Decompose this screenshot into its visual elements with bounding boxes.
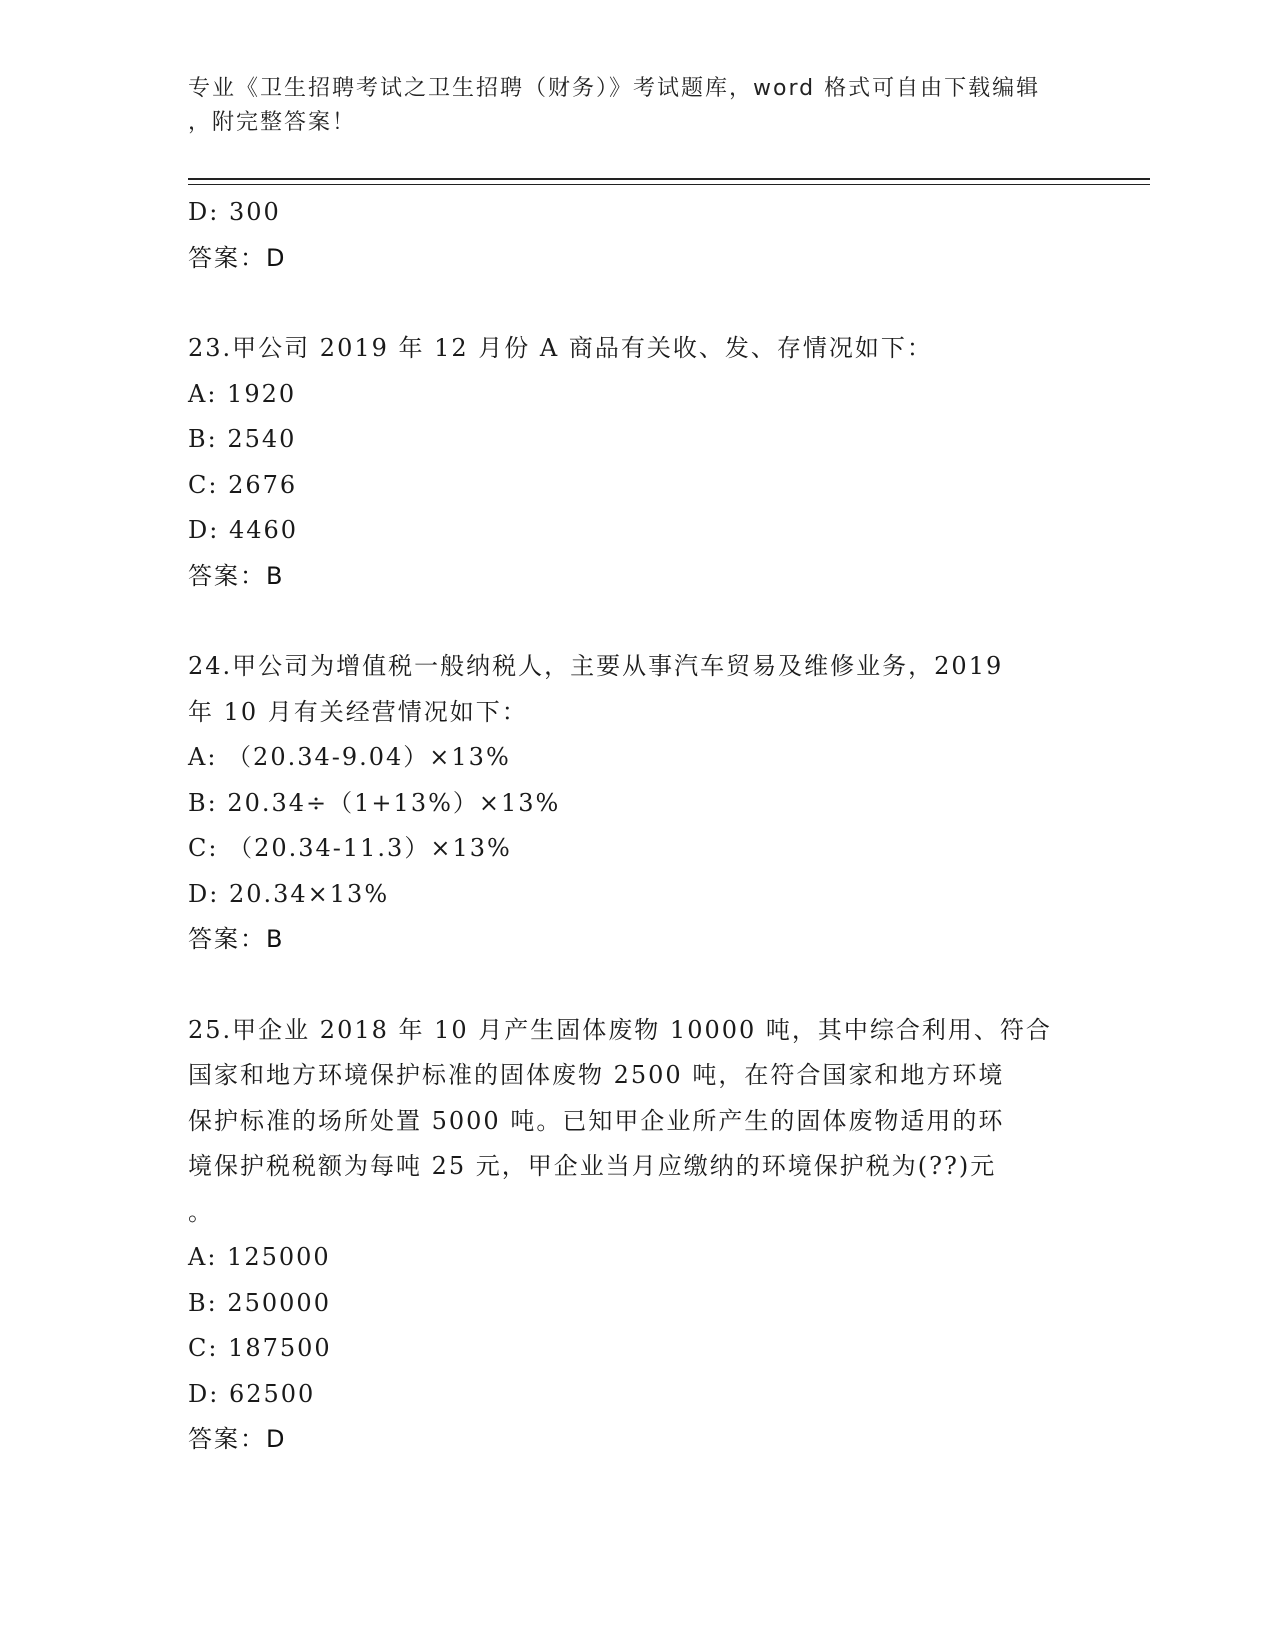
spacer (188, 281, 1068, 326)
header-line-1: 专业《卫生招聘考试之卫生招聘（财务）》考试题库，word 格式可自由下载编辑 (188, 76, 1041, 101)
question-25-text-line-1: 25.甲企业 2018 年 10 月产生固体废物 10000 吨，其中综合利用、符合 (188, 1015, 1052, 1044)
question-24-answer: 答案：B (188, 925, 285, 953)
question-25-text-line-5: 。 (188, 1197, 214, 1226)
prev-option-d: D: 300 (188, 198, 281, 226)
question-25-text-line-2: 国家和地方环境保护标准的固体废物 2500 吨，在符合国家和地方环境 (188, 1061, 1005, 1089)
prev-answer: 答案：D (188, 243, 287, 272)
question-24-option-d: D: 20.34×13% (188, 879, 390, 908)
question-23-option-b: B: 2540 (188, 425, 297, 453)
question-24-option-c: C: （20.34-11.3）×13% (188, 834, 512, 862)
header-line-2: ，附完整答案！ (188, 110, 357, 135)
question-24-option-a: A: （20.34-9.04）×13% (188, 743, 511, 771)
document-header (188, 72, 1068, 140)
question-25-option-c: C: 187500 (188, 1334, 332, 1362)
question-23-option-d: D: 4460 (188, 516, 299, 544)
question-23-option-a: A: 1920 (188, 379, 297, 408)
question-25-option-d: D: 62500 (188, 1379, 316, 1408)
question-24-text-line-1: 24.甲公司为增值税一般纳税人，主要从事汽车贸易及维修业务，2019 (188, 652, 1004, 680)
header-divider (188, 178, 1150, 185)
spacer (188, 599, 1068, 644)
question-25-text-line-4: 境保护税税额为每吨 25 元，甲企业当月应缴纳的环境保护税为(??)元 (188, 1152, 997, 1180)
question-23-text: 23.甲公司 2019 年 12 月份 A 商品有关收、发、存情况如下： (188, 334, 933, 362)
question-content (188, 190, 1068, 1463)
question-24-option-b: B: 20.34÷（1+13%）×13% (188, 788, 561, 817)
question-25-text-line-3: 保护标准的场所处置 5000 吨。已知甲企业所产生的固体废物适用的环 (188, 1106, 1005, 1135)
question-25-option-a: A: 125000 (188, 1243, 331, 1271)
spacer (188, 963, 1068, 1008)
question-23-answer: 答案：B (188, 561, 285, 590)
question-25-answer: 答案：D (188, 1425, 287, 1453)
question-25-option-b: B: 250000 (188, 1288, 331, 1317)
question-24-text-line-2: 年 10 月有关经营情况如下： (188, 697, 528, 726)
question-23-option-c: C: 2676 (188, 470, 298, 499)
